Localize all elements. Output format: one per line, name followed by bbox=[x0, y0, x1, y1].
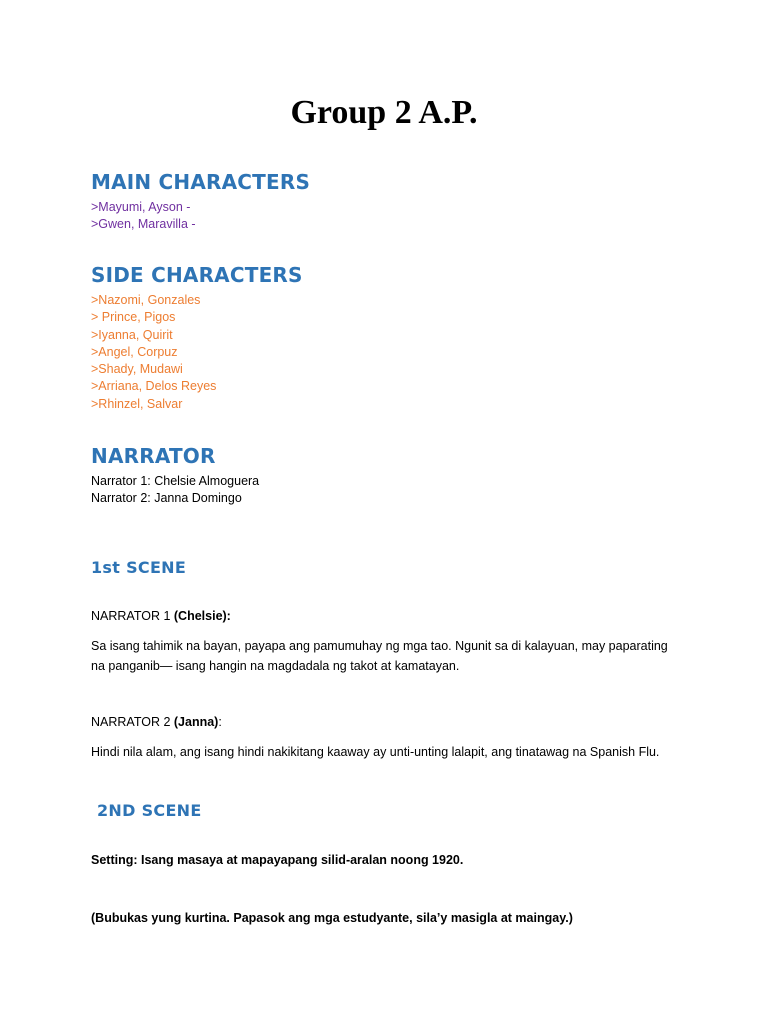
list-item: Narrator 2: Janna Domingo bbox=[91, 491, 242, 506]
speaker-name: (Janna) bbox=[173, 715, 219, 729]
narrator-list bbox=[91, 473, 259, 508]
speaker-label: NARRATOR 1 bbox=[91, 609, 174, 623]
list-item: >Gwen, Maravilla - bbox=[91, 217, 196, 232]
speaker-name: (Chelsie): bbox=[173, 609, 231, 623]
list-item: >Iyanna, Quirit bbox=[91, 327, 173, 342]
list-item: >Rhinzel, Salvar bbox=[91, 396, 183, 411]
speaker-label: NARRATOR 2 bbox=[91, 715, 174, 729]
list-item: >Mayumi, Ayson - bbox=[91, 200, 191, 214]
scene2-heading: 2ND SCENE bbox=[97, 801, 202, 820]
side-characters-heading: SIDE CHARACTERS bbox=[91, 263, 303, 287]
scene1-heading: 1st SCENE bbox=[91, 558, 187, 577]
side-characters-list bbox=[91, 292, 216, 413]
speaker-colon: : bbox=[218, 715, 222, 729]
list-item: Narrator 1: Chelsie Almoguera bbox=[91, 474, 260, 488]
list-item: >Arriana, Delos Reyes bbox=[91, 379, 217, 394]
stage-direction: (Bubukas yung kurtina. Papasok ang mga estudyante, sila’y masigla at maingay.) bbox=[91, 911, 573, 925]
list-item: >Shady, Mudawi bbox=[91, 362, 183, 377]
narrator1-text: Sa isang tahimik na bayan, payapa ang pamumuhay ng mga tao. Ngunit sa di kalayuan, may paparating na panganib— isang hangin na magdadala ng takot at kamatayan. bbox=[91, 639, 668, 673]
main-characters-heading: MAIN CHARACTERS bbox=[91, 170, 311, 194]
main-characters-list bbox=[91, 199, 196, 234]
narrator1-line bbox=[91, 609, 231, 623]
narrator-heading: NARRATOR bbox=[91, 444, 216, 468]
document-title: Group 2 A.P. bbox=[290, 94, 478, 131]
list-item: >Angel, Corpuz bbox=[91, 344, 178, 359]
narrator2-line bbox=[91, 715, 222, 729]
narrator2-text: Hindi nila alam, ang isang hindi nakikitang kaaway ay unti-unting lalapit, ang tinatawag na Spanish Flu. bbox=[91, 745, 660, 759]
list-item: >Nazomi, Gonzales bbox=[91, 293, 201, 307]
list-item: > Prince, Pigos bbox=[91, 310, 176, 325]
setting-line: Setting: Isang masaya at mapayapang silid-aralan noong 1920. bbox=[91, 853, 464, 867]
